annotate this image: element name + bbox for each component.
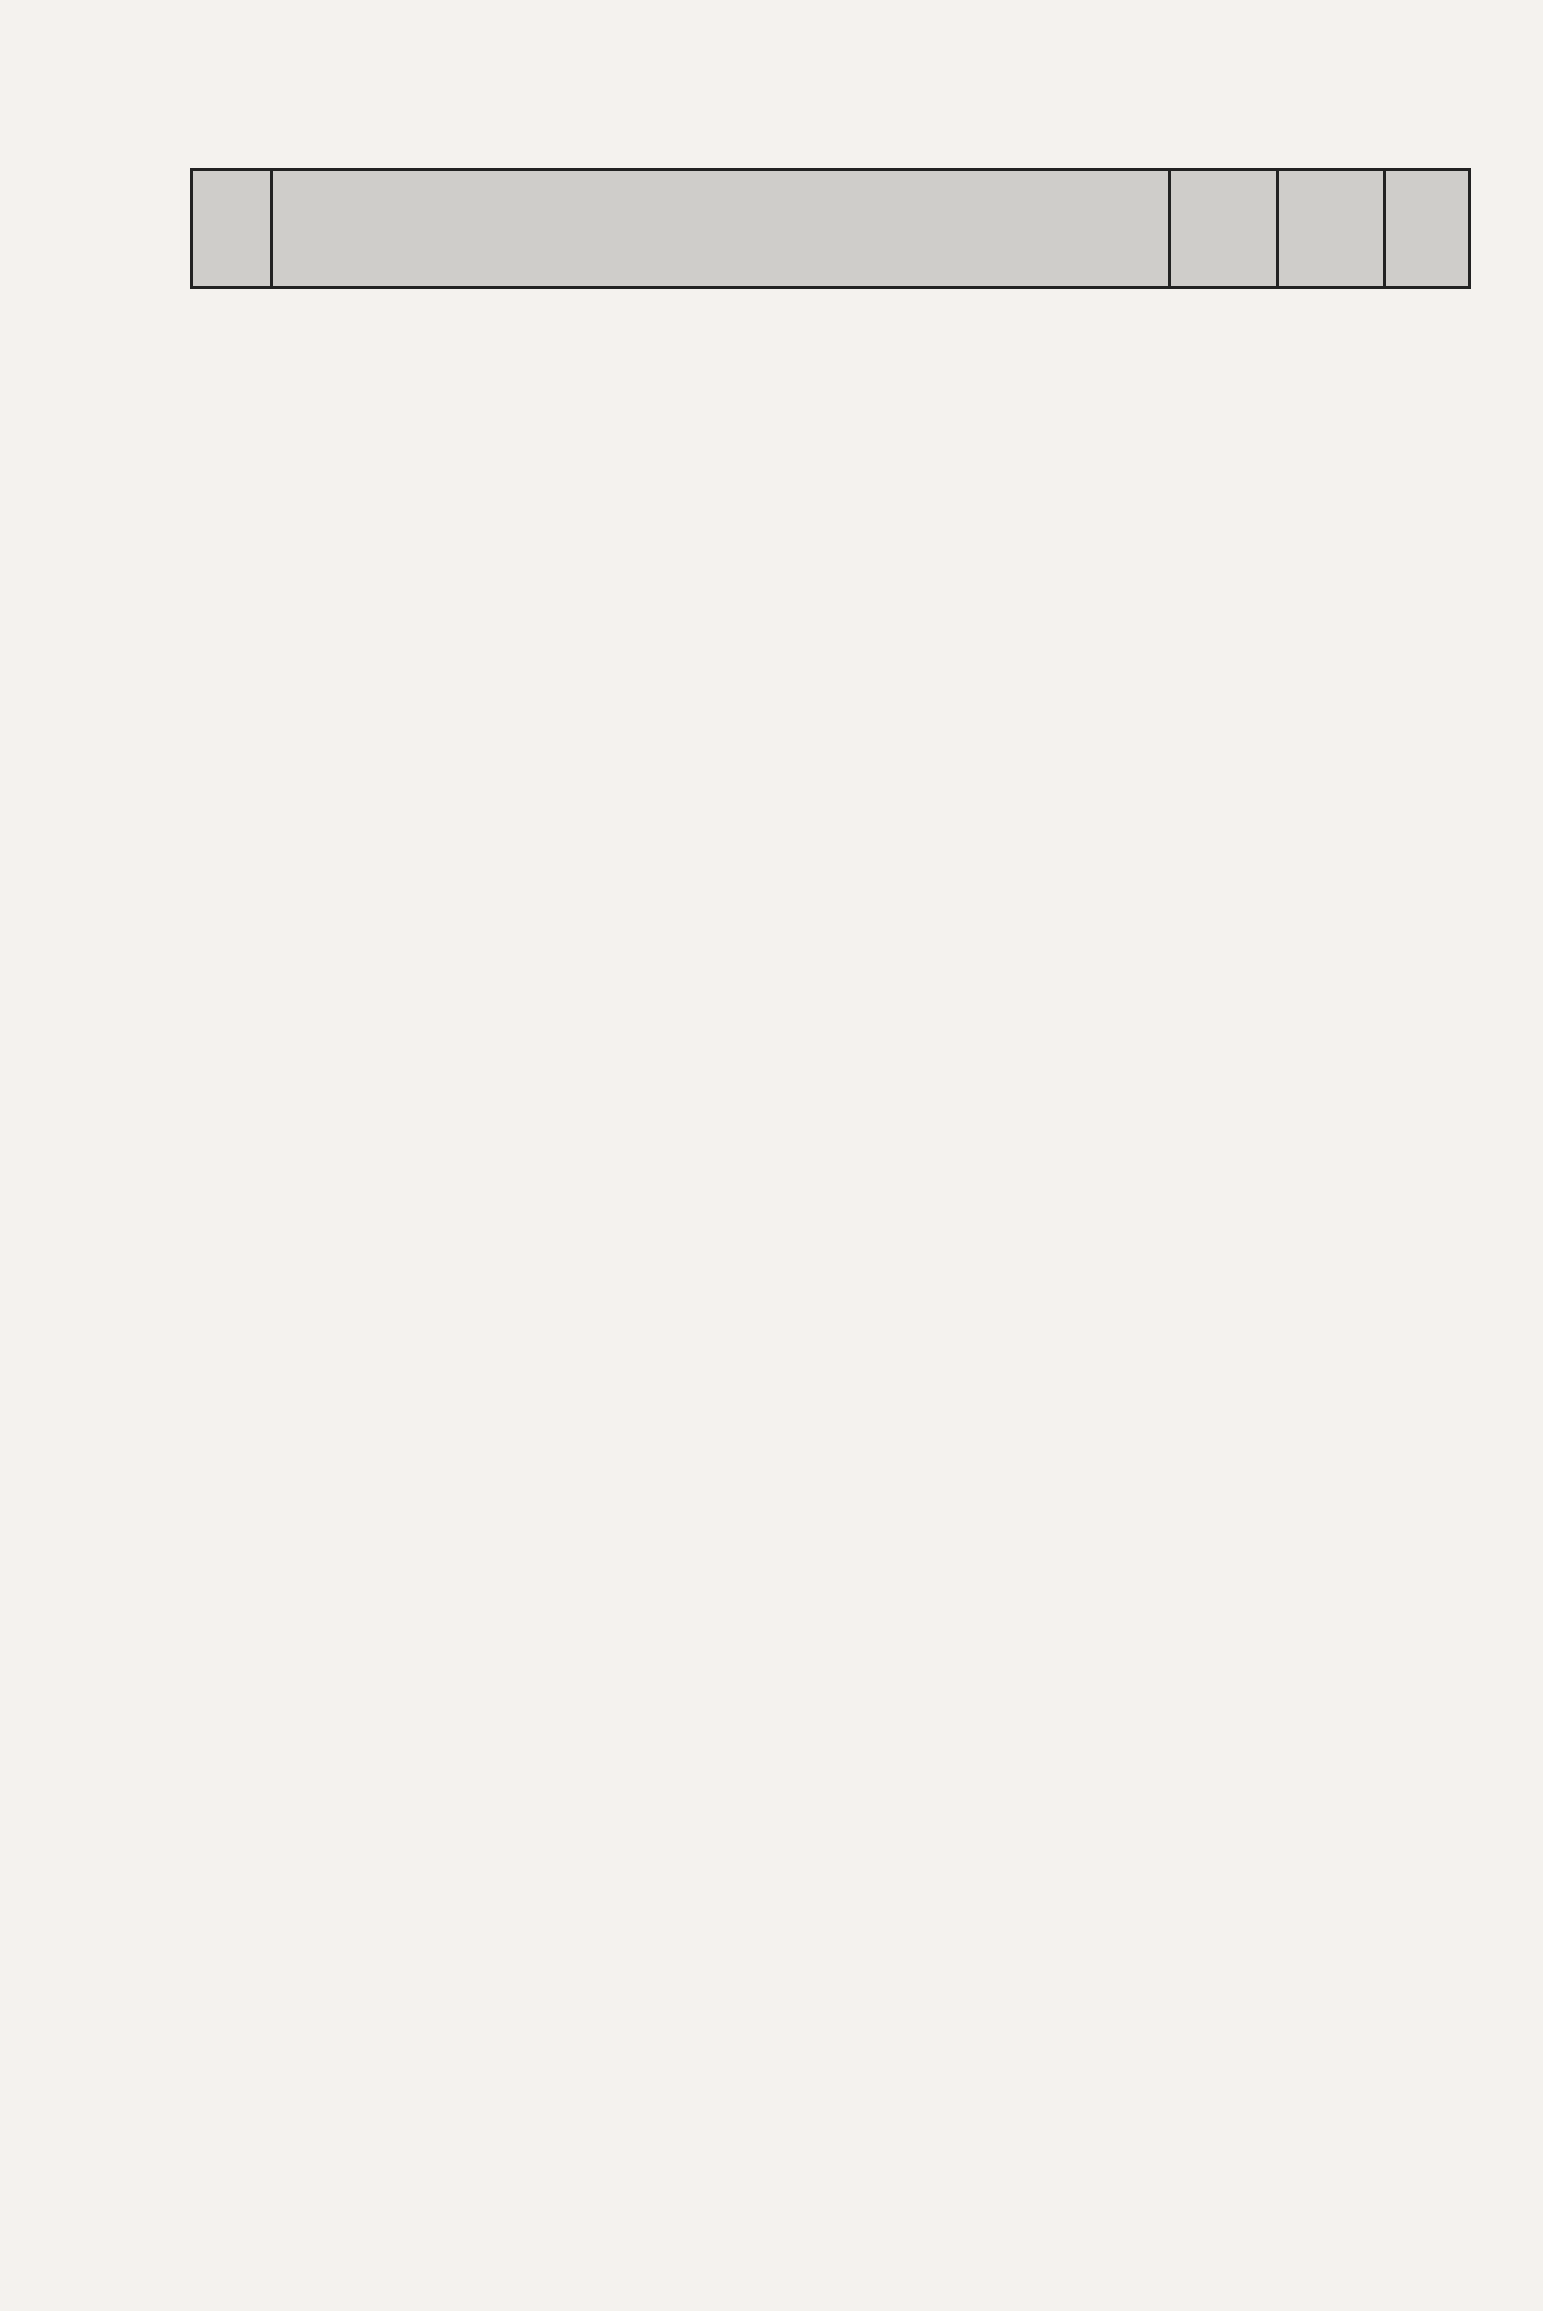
section-row <box>192 170 1470 288</box>
section-title <box>272 170 1170 288</box>
equipment-table <box>190 168 1471 289</box>
section-number <box>192 170 272 288</box>
